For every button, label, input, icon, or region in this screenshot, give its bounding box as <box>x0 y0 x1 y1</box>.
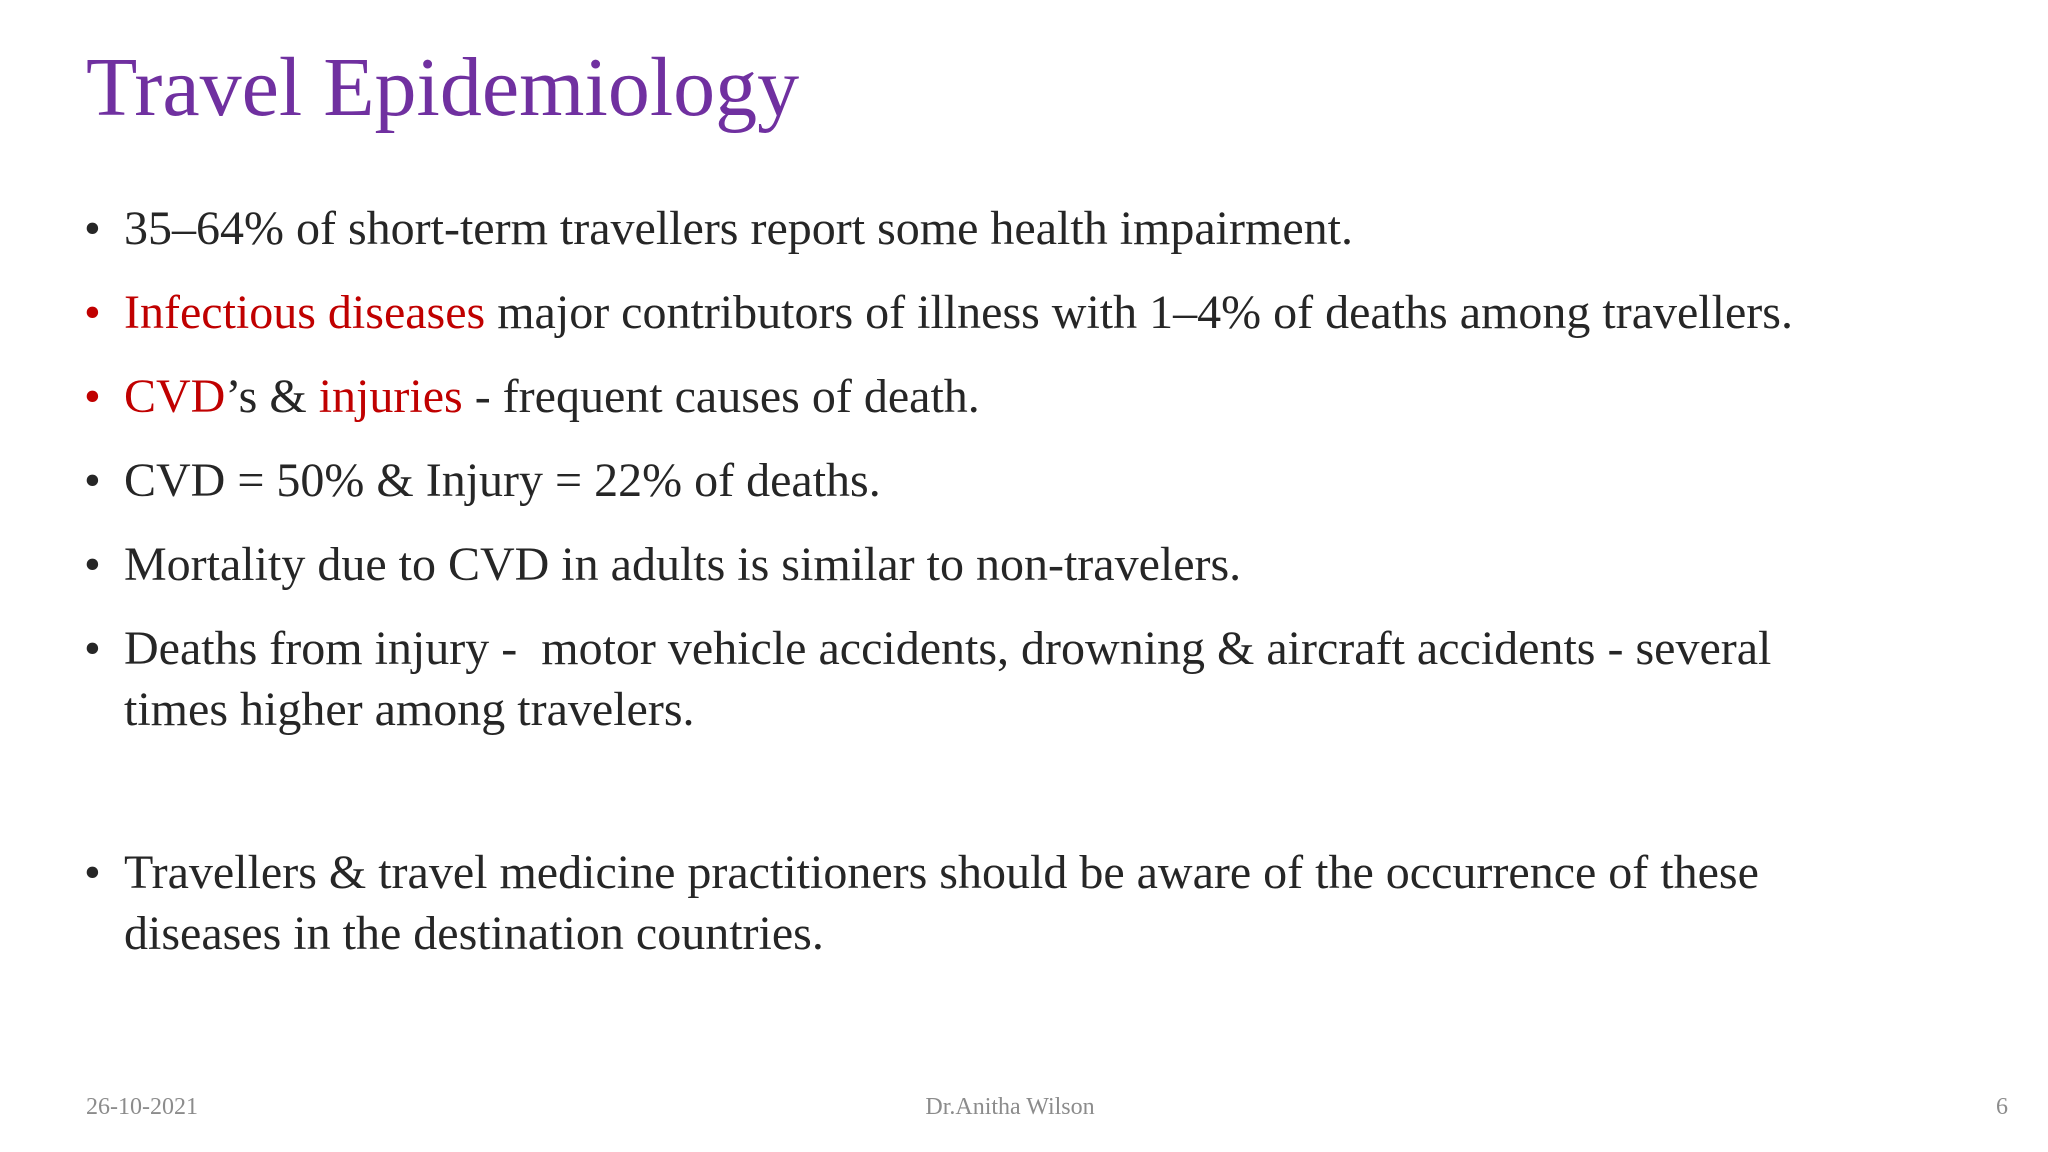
bullet-text-line: times higher among travelers. <box>124 683 695 736</box>
bullet-marker: • <box>84 202 101 255</box>
highlight-text: CVD <box>124 370 226 423</box>
bullet-text: - frequent causes of death. <box>462 370 980 423</box>
bullet-item <box>84 534 1984 595</box>
bullet-text-line: diseases in the destination countries. <box>124 907 824 960</box>
bullet-item <box>84 450 1984 511</box>
bullet-text: Mortality due to CVD in adults is similar to non-travelers. <box>124 538 1242 591</box>
bullet-item <box>84 198 1984 259</box>
bullet-text: 35–64% of short-term travellers report some health impairment. <box>124 202 1353 255</box>
bullet-list <box>84 198 1984 987</box>
bullet-marker: • <box>84 286 101 339</box>
bullet-text-line: Travellers & travel medicine practitioners should be aware of the occurrence of these <box>124 846 1759 899</box>
footer-author: Dr.Anitha Wilson <box>925 1094 1095 1120</box>
highlight-text: Infectious diseases <box>124 286 486 339</box>
bullet-item <box>84 282 1984 343</box>
footer-date: 26-10-2021 <box>86 1094 198 1120</box>
bullet-marker: • <box>84 454 101 507</box>
bullet-marker: • <box>84 622 101 675</box>
bullet-text: ’s & <box>225 370 319 423</box>
bullet-text: CVD = 50% & Injury = 22% of deaths. <box>124 454 881 507</box>
slide-title: Travel Epidemiology <box>86 41 800 134</box>
bullet-marker: • <box>84 538 101 591</box>
highlight-text: injuries <box>318 370 463 423</box>
bullet-marker: • <box>84 370 101 423</box>
bullet-text: major contributors of illness with 1–4% of deaths among travellers. <box>485 286 1793 339</box>
bullet-marker: • <box>84 846 101 899</box>
bullet-item <box>84 842 1984 964</box>
bullet-item <box>84 618 1984 740</box>
bullet-text-line: Deaths from injury - motor vehicle accidents, drowning & aircraft accidents - several <box>124 622 1772 675</box>
footer-page-number: 6 <box>1996 1094 2008 1120</box>
bullet-item <box>84 366 1984 427</box>
